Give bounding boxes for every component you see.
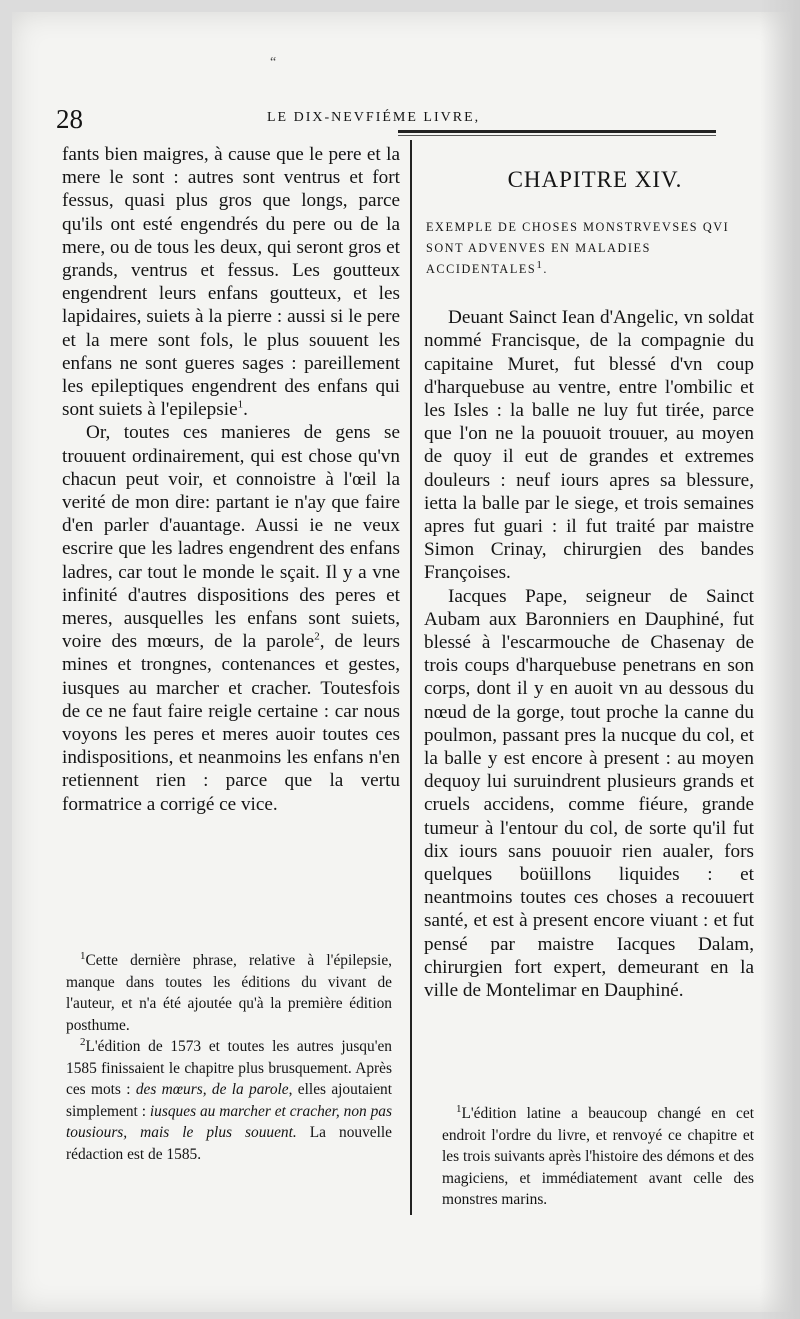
footnote-1-text: Cette dernière phrase, relative à l'épilepsie, manque dans toutes les éditions du vivant de l'auteur, et n'a été ajoutée qu'à la première édition posthume.: [66, 952, 392, 1034]
column-rule: [410, 140, 412, 1215]
left-column: [62, 143, 400, 816]
chapter-title: CHAPITRE XIV.: [507, 167, 683, 192]
left-paragraph-1-text: fants bien maigres, à cause que le pere et la mere le sont : autres sont ventrus et fort fessus, quasi plus gros que longs, parce qu'ils ont esté engendrés du pere ou de la mere, ou de tous les deux, qui seront gros et grands, ventrus et fessus. Les goutteux engendrent leurs enfans goutteux, et les lapidaires, suiets à la pierre : aussi si le pere et la mere sont fols, le plus souuent les enfans ne sont gueres sages : pareillement les epileptiques engendrent des enfans qui sont suiets à l'epilepsie: [62, 144, 400, 421]
header-rule-thick: [398, 130, 716, 133]
chapter-subtitle: [424, 217, 754, 280]
footnote-2-italic-1: des mœurs, de la parole: [135, 1081, 289, 1098]
subtitle-footnote-ref: 1: [536, 259, 544, 272]
right-footnote-1-text: L'édition latine a beaucoup changé en cet endroit l'ordre du livre, et renvoyé ce chapitre et les trois suivants après l'histoire des démons et des magiciens, et immédiatement avant celle des monstres marins.: [442, 1105, 754, 1208]
left-paragraph-2-text-b: , de leurs mines et trongnes, contenances et gestes, iusques au marcher et cracher. Toutesfois de ce ne faut faire reigle certaine : car nous voyons les peres et meres auoir toutes ces indispositions, et neanmoins les enfans n'en retiennent rien : parce que la vertu formatrice a corrigé ce vice.: [62, 631, 400, 815]
footnote-2-text-a: L'édition de 1573 et toutes les autres jusqu'en 1585 finissaient le chapitre plus brusquement. Après ces mots :: [66, 1038, 392, 1098]
footnote-2-mark: 2: [80, 1035, 86, 1048]
footnote-1: [66, 950, 392, 1036]
right-paragraph-2: Iacques Pape, seigneur de Sainct Aubam aux Baronniers en Dauphiné, fut blessé à l'escarmouche de Chasenay de trois coups d'harquebuse penetrans en son corps, dont il y en auoit vn au dessous du nœud de la gorge, tout proche la canne du poulmon, passant pres la nucque du col, et la balle y est encore à present : au moyen dequoy lui suruindrent plusieurs grands et cruels accidens, comme fiéure, grande tumeur à l'entour du col, de sorte qu'il fut dix iours sans pouuoir rien aualer, fors quelques boüillons liquides : et neantmoins toutes ces choses a recouuert santé, et est à present encore viuant : et fut pensé par maistre Iacques Dalam, chirurgien fort expert, demeurant en la ville de Montelimar en Dauphiné.: [424, 585, 754, 1002]
right-column: [424, 150, 754, 1002]
footnote-2: [66, 1036, 392, 1165]
footnote-2-text-b: , elles ajoutaient simplement :: [66, 1081, 393, 1120]
left-footnotes: [66, 950, 392, 1165]
page-edge-shadow: [760, 0, 800, 1319]
left-paragraph-2-text-a: Or, toutes ces manieres de gens se trouuent ordinairement, qui est chose qu'vn chacun peut voir, et connoistre à l'œil la verité de mon dire: partant ie n'ay que faire d'en parler d'auantage. Aussi ie ne veux escrire que les ladres engendrent des enfans ladres, car tout le monde le sçait. Il y a vne infinité d'autres dispositions des peres et meres, ausquelles les enfans sont suiets, voire des mœurs, de la parole: [62, 422, 400, 653]
right-footnote-1-mark: 1: [456, 1102, 462, 1115]
footnote-1-mark: 1: [80, 949, 86, 962]
right-footnotes: [442, 1103, 754, 1211]
footnote-2-text-c: La nouvelle rédaction est de 1585.: [66, 1124, 392, 1163]
footnote-ref-2: 2: [314, 630, 320, 643]
left-paragraph-1: [62, 143, 400, 421]
header-rule-thin: [398, 135, 716, 136]
footnote-2-italic-2: iusques au marcher et cracher, non pas tousiours, mais le plus souuent.: [66, 1102, 392, 1141]
footnote-ref-1: 1: [237, 398, 244, 411]
right-paragraph-1: Deuant Sainct Iean d'Angelic, vn soldat nommé Francisque, de la compagnie du capitaine Muret, fut blessé d'vn coup d'harquebuse au ventre, entre l'ombilic et les Isles : la balle ne luy fut tirée, parce que l'on ne la pouuoit trouuer, au moyen de quoy il eut de grandes et extremes douleurs : neuf iours apres sa blessure, ietta la balle par le siege, et trois semaines apres fut guari : il fut traité par maistre Simon Crinay, chirurgien des bandes Françoises.: [424, 307, 754, 584]
left-paragraph-2: [62, 421, 400, 815]
page-number: 28: [56, 104, 83, 134]
print-mark: “: [270, 55, 277, 70]
chapter-subtitle-text: EXEMPLE DE CHOSES MONSTRVEVSES QVI SONT ADVENVES EN MALADIES ACCIDENTALES: [426, 220, 730, 277]
running-head: LE DIX-NEVFIÉME LIVRE,: [267, 110, 481, 125]
chapter-subtitle-end: .: [543, 262, 549, 277]
right-footnote-1: [442, 1103, 754, 1211]
left-paragraph-1-end: .: [243, 399, 248, 421]
